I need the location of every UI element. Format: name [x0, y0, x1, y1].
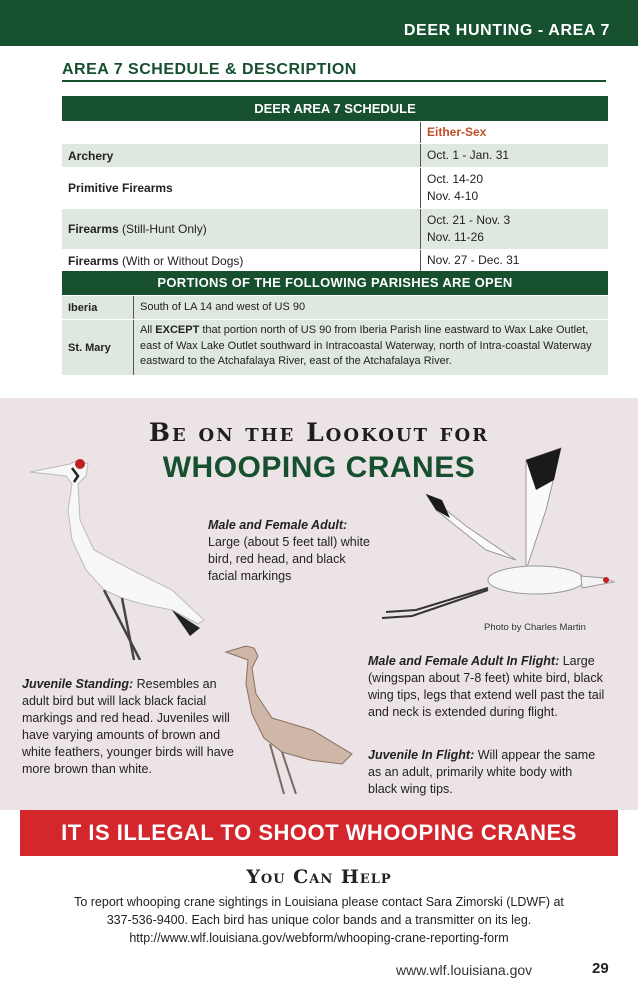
season-label-qualifier: (Still-Hunt Only) [118, 222, 207, 236]
season-label: Archery [68, 148, 114, 163]
column-header-either-sex: Either-Sex [427, 125, 487, 139]
season-dates: Oct. 1 - Jan. 31 [427, 148, 510, 162]
season-label-qualifier: (With or Without Dogs) [118, 253, 244, 268]
schedule-table [62, 96, 608, 375]
section-heading: AREA 7 SCHEDULE & DESCRIPTION [62, 62, 606, 82]
season-dates: Nov. 4-10 [427, 189, 479, 203]
season-dates: Oct. 21 - Nov. 3 [427, 213, 511, 227]
flying-adult-crane-image [376, 440, 626, 640]
red-crown [75, 459, 85, 469]
table-row [62, 167, 608, 208]
standing-adult-crane-image [22, 450, 222, 660]
whooping-cranes-heading: WHOOPING CRANES [162, 451, 476, 484]
adult-caption: Male and Female Adult: Large (about 5 feet tall) white bird, red head, and black facial markings [208, 518, 370, 583]
schedule-table-title: DEER AREA 7 SCHEDULE [62, 96, 608, 121]
schedule-header-row [62, 121, 608, 143]
illegal-warning-banner: IT IS ILLEGAL TO SHOOT WHOOPING CRANES [20, 810, 618, 856]
adult-flight-caption: Male and Female Adult In Flight: Large (wingspan about 7-8 feet) white bird, black wing tips, legs that extend well past the tail and neck is extended during flight. [368, 654, 605, 719]
juvenile-flight-caption: Juvenile In Flight: Will appear the same as an adult, primarily white body with black wing tips. [368, 748, 596, 796]
footer-website-link[interactable]: www.wlf.louisiana.gov [396, 962, 533, 978]
table-row [62, 249, 608, 271]
page-section-title: DEER HUNTING - AREA 7 [403, 22, 610, 39]
photo-credit: Photo by Charles Martin [484, 622, 586, 633]
parishes-table-title: PORTIONS OF THE FOLLOWING PARISHES ARE OPEN [62, 271, 608, 295]
parish-description: All EXCEPT that portion north of US 90 from Iberia Parish line eastward to Wax Lake Outlet, east of Wax Lake Outlet southward in Intracoastal Waterway, north of Intra-coastal Waterway eastward to the Atchafalaya River, east of the Atchafalaya River. [140, 324, 592, 367]
table-row [62, 319, 608, 375]
season-dates: Nov. 27 - Dec. 31 [427, 253, 520, 267]
season-dates: Nov. 11-26 [427, 230, 484, 244]
you-can-help-heading: You Can Help [246, 866, 392, 888]
season-label: Primitive Firearms [68, 181, 173, 195]
season-label: Firearms [68, 253, 119, 268]
parish-name: St. Mary [62, 320, 134, 375]
table-row [62, 208, 608, 249]
season-dates: Oct. 14-20 [427, 172, 484, 186]
top-banner [0, 0, 638, 46]
parish-name: Iberia [62, 296, 134, 319]
table-row [62, 295, 608, 319]
help-text: To report whooping crane sightings in Louisiana please contact Sara Zimorski (LDWF) at 337-536-9400. Each bird has unique color bands and a transmitter on its leg. http://www.wlf.louisiana.gov/webform/whooping-crane-reporting-form [48, 893, 590, 947]
juvenile-standing-caption: Juvenile Standing: Resembles an adult bird but will lack black facial markings and red head. Juveniles will have varying amounts of brown and white feathers, younger birds will have more brown than white. [22, 677, 234, 776]
report-form-link[interactable]: http://www.wlf.louisiana.gov/webform/whooping-crane-reporting-form [129, 931, 509, 945]
season-label: Firearms [68, 222, 119, 236]
parish-description: South of LA 14 and west of US 90 [140, 300, 306, 313]
lookout-heading: Be on the Lookout for [148, 418, 490, 447]
table-row [62, 143, 608, 167]
page-number: 29 [592, 960, 609, 977]
juvenile-crane-image [222, 634, 362, 794]
